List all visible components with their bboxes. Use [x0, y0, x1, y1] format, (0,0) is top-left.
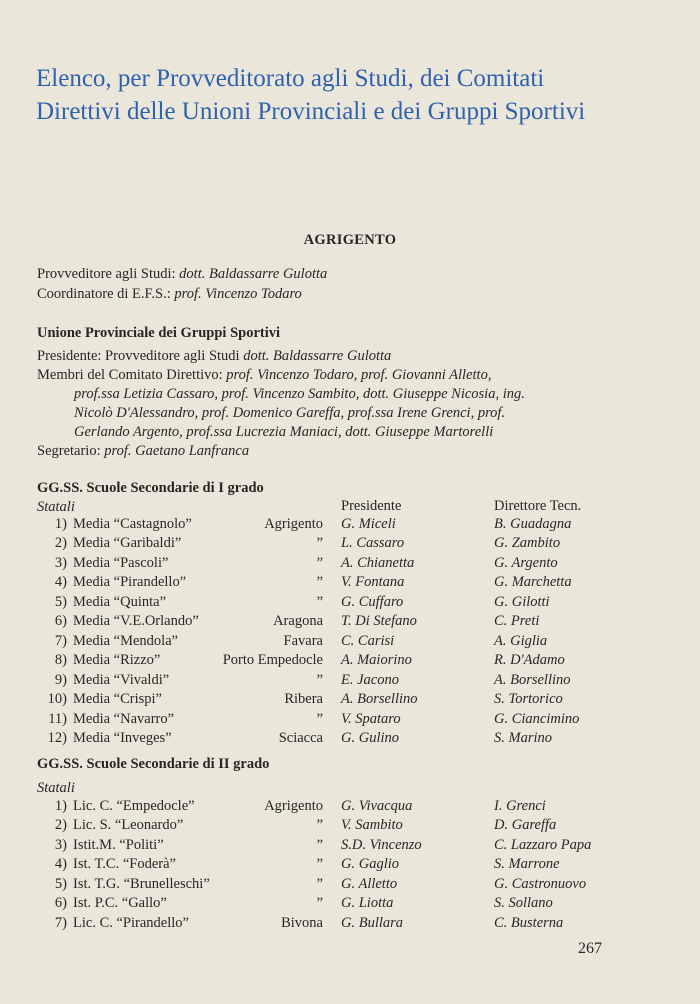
cell-city: ” [316, 710, 323, 727]
table-row [0, 594, 700, 614]
cell-pres: A. Chianetta [341, 554, 415, 571]
cell-num: 8) [54, 652, 67, 669]
cell-pres: G. Cuffaro [341, 593, 404, 610]
province-heading: AGRIGENTO [303, 232, 397, 248]
membri-label: Membri del Comitato Direttivo: [37, 367, 227, 383]
membri-line-2 [74, 386, 525, 403]
cell-dir: C. Busterna [494, 914, 564, 931]
table-row [0, 672, 700, 692]
cell-dir: S. Marrone [494, 856, 560, 873]
segretario-line [37, 443, 249, 460]
cell-city: ” [316, 593, 323, 610]
cell-num: 9) [54, 671, 67, 688]
cell-num: 12) [47, 729, 67, 746]
cell-num: 4) [54, 574, 67, 591]
cell-school: Lic. S. “Leonardo” [73, 817, 184, 834]
presidente-label: Presidente: Provveditore agli Studi [37, 348, 244, 364]
cell-pres: L. Cassaro [341, 535, 405, 552]
cell-dir: S. Tortorico [494, 691, 563, 708]
cell-pres: G. Miceli [341, 516, 396, 532]
cell-city: ” [316, 836, 323, 853]
cell-pres: S.D. Vincenzo [341, 836, 422, 853]
cell-num: 5) [54, 593, 67, 610]
cell-school: Media “Garibaldi” [73, 535, 182, 552]
cell-dir: G. Castronuovo [494, 875, 587, 892]
table-row [0, 730, 700, 750]
membri-value-4: Gerlando Argento, prof.ssa Lucrezia Maniaci, dott. Giuseppe Martorelli [74, 424, 494, 440]
header-presidente: Presidente [341, 498, 402, 514]
cell-school: Ist. T.G. “Brunelleschi” [73, 875, 210, 892]
presidente-value: dott. Baldassarre Gulotta [243, 348, 392, 364]
cell-city: ” [316, 895, 323, 912]
membri-line-3 [74, 405, 505, 422]
cell-num: 10) [47, 691, 67, 708]
table-row [0, 895, 700, 915]
membri-value-3: Nicolò D'Alessandro, prof. Domenico Gareffa, prof.ssa Irene Grenci, prof. [74, 405, 506, 421]
provveditore-line [37, 266, 327, 283]
cell-school: Media “Inveges” [73, 729, 172, 746]
cell-city: Agrigento [264, 516, 323, 532]
cell-city: ” [316, 856, 323, 873]
cell-city: ” [316, 671, 323, 688]
title-line-2: Direttivi delle Unioni Provinciali e dei Gruppi Sportivi [36, 98, 586, 125]
cell-dir: C. Lazzaro Papa [494, 836, 592, 853]
cell-dir: I. Grenci [494, 798, 546, 814]
segretario-label: Segretario: [37, 443, 105, 459]
cell-school: Media “Castagnolo” [73, 516, 192, 532]
cell-dir: C. Preti [494, 613, 540, 630]
cell-num: 1) [54, 516, 67, 532]
cell-dir: D. Gareffa [494, 817, 557, 834]
table-row [0, 516, 700, 536]
cell-dir: A. Borsellino [494, 671, 571, 688]
table-row [0, 798, 700, 818]
cell-num: 11) [48, 710, 67, 727]
cell-school: Ist. P.C. “Gallo” [73, 895, 167, 912]
cell-school: Media “Rizzo” [73, 652, 161, 669]
cell-city: Porto Empedocle [222, 652, 323, 669]
cell-dir: B. Guadagna [494, 516, 572, 532]
membri-line-4 [74, 424, 493, 441]
cell-dir: G. Zambito [494, 535, 561, 552]
cell-pres: G. Bullara [341, 914, 404, 931]
table2-statali: Statali [37, 780, 75, 796]
cell-pres: G. Alletto [341, 875, 398, 892]
cell-pres: A. Maiorino [341, 652, 412, 669]
cell-school: Istit.M. “Politi” [73, 836, 164, 853]
cell-city: Favara [283, 632, 323, 649]
membri-value-2: prof.ssa Letizia Cassaro, prof. Vincenzo Sambito, dott. Giuseppe Nicosia, ing. [74, 386, 525, 402]
presidente-line [37, 348, 391, 365]
provveditore-value: dott. Baldassarre Gulotta [179, 266, 328, 282]
cell-city: Ribera [284, 691, 323, 708]
table-row [0, 817, 700, 837]
table-row [0, 652, 700, 672]
cell-dir: A. Giglia [494, 632, 548, 649]
page-number: 267 [578, 940, 602, 957]
cell-city: Bivona [281, 914, 323, 931]
cell-city: Aragona [273, 613, 323, 630]
cell-school: Media “V.E.Orlando” [73, 613, 199, 630]
cell-dir: G. Ciancimino [494, 710, 580, 727]
cell-city: ” [316, 574, 323, 591]
table-row [0, 535, 700, 555]
cell-city: ” [316, 817, 323, 834]
cell-num: 6) [54, 613, 67, 630]
table-row [0, 837, 700, 857]
table-row [0, 711, 700, 731]
cell-pres: G. Vivacqua [341, 798, 413, 814]
cell-city: ” [316, 554, 323, 571]
cell-pres: G. Liotta [341, 895, 394, 912]
table-row [0, 915, 700, 935]
cell-num: 7) [54, 632, 67, 649]
cell-school: Media “Crispi” [73, 691, 162, 708]
cell-num: 2) [54, 535, 67, 552]
cell-pres: V. Sambito [341, 817, 403, 834]
cell-city: ” [316, 875, 323, 892]
table-row [0, 555, 700, 575]
cell-school: Media “Navarro” [73, 710, 175, 727]
table1-title: GG.SS. Scuole Secondarie di I grado [37, 480, 264, 496]
table-row [0, 633, 700, 653]
cell-dir: G. Gilotti [494, 593, 550, 610]
cell-city: ” [316, 535, 323, 552]
cell-num: 3) [54, 836, 67, 853]
title-line-1: Elenco, per Provveditorato agli Studi, dei Comitati [36, 65, 545, 92]
membri-line [37, 367, 491, 384]
provveditore-label: Provveditore agli Studi: [37, 266, 180, 282]
cell-dir: S. Marino [494, 729, 552, 746]
cell-num: 5) [54, 875, 67, 892]
cell-school: Ist. T.C. “Foderà” [73, 856, 176, 873]
cell-pres: V. Fontana [341, 574, 405, 591]
table-row [0, 574, 700, 594]
cell-school: Media “Quinta” [73, 593, 167, 610]
unione-title: Unione Provinciale dei Gruppi Sportivi [37, 325, 281, 341]
table-row [0, 613, 700, 633]
table2-title: GG.SS. Scuole Secondarie di II grado [37, 756, 270, 772]
cell-dir: G. Marchetta [494, 574, 572, 591]
cell-num: 1) [54, 798, 67, 814]
table1-statali: Statali [37, 499, 75, 515]
cell-school: Lic. C. “Pirandello” [73, 914, 189, 931]
cell-dir: S. Sollano [494, 895, 553, 912]
membri-value-1: prof. Vincenzo Todaro, prof. Giovanni Alletto, [226, 367, 492, 383]
cell-city: Agrigento [264, 798, 323, 814]
segretario-value: prof. Gaetano Lanfranca [104, 443, 250, 459]
cell-pres: A. Borsellino [341, 691, 418, 708]
cell-num: 2) [54, 817, 67, 834]
cell-school: Media “Mendola” [73, 632, 179, 649]
cell-school: Media “Pirandello” [73, 574, 187, 591]
cell-num: 6) [54, 895, 67, 912]
cell-school: Lic. C. “Empedocle” [73, 798, 195, 814]
cell-pres: G. Gaglio [341, 856, 399, 873]
table-row [0, 691, 700, 711]
page-title [36, 62, 676, 128]
cell-num: 7) [54, 914, 67, 931]
cell-num: 4) [54, 856, 67, 873]
coordinatore-label: Coordinatore di E.F.S.: [37, 286, 175, 302]
header-direttore: Direttore Tecn. [494, 498, 582, 514]
cell-dir: G. Argento [494, 554, 558, 571]
coordinatore-line [37, 286, 302, 303]
table-row [0, 876, 700, 896]
cell-school: Media “Pascoli” [73, 554, 169, 571]
cell-pres: C. Carisi [341, 632, 395, 649]
cell-pres: G. Gulino [341, 729, 399, 746]
cell-pres: V. Spataro [341, 710, 401, 727]
cell-dir: R. D'Adamo [494, 652, 565, 669]
cell-pres: E. Jacono [341, 671, 399, 688]
cell-school: Media “Vivaldi” [73, 671, 170, 688]
table-row [0, 856, 700, 876]
cell-pres: T. Di Stefano [341, 613, 417, 630]
coordinatore-value: prof. Vincenzo Todaro [174, 286, 302, 302]
cell-num: 3) [54, 554, 67, 571]
cell-city: Sciacca [278, 729, 323, 746]
